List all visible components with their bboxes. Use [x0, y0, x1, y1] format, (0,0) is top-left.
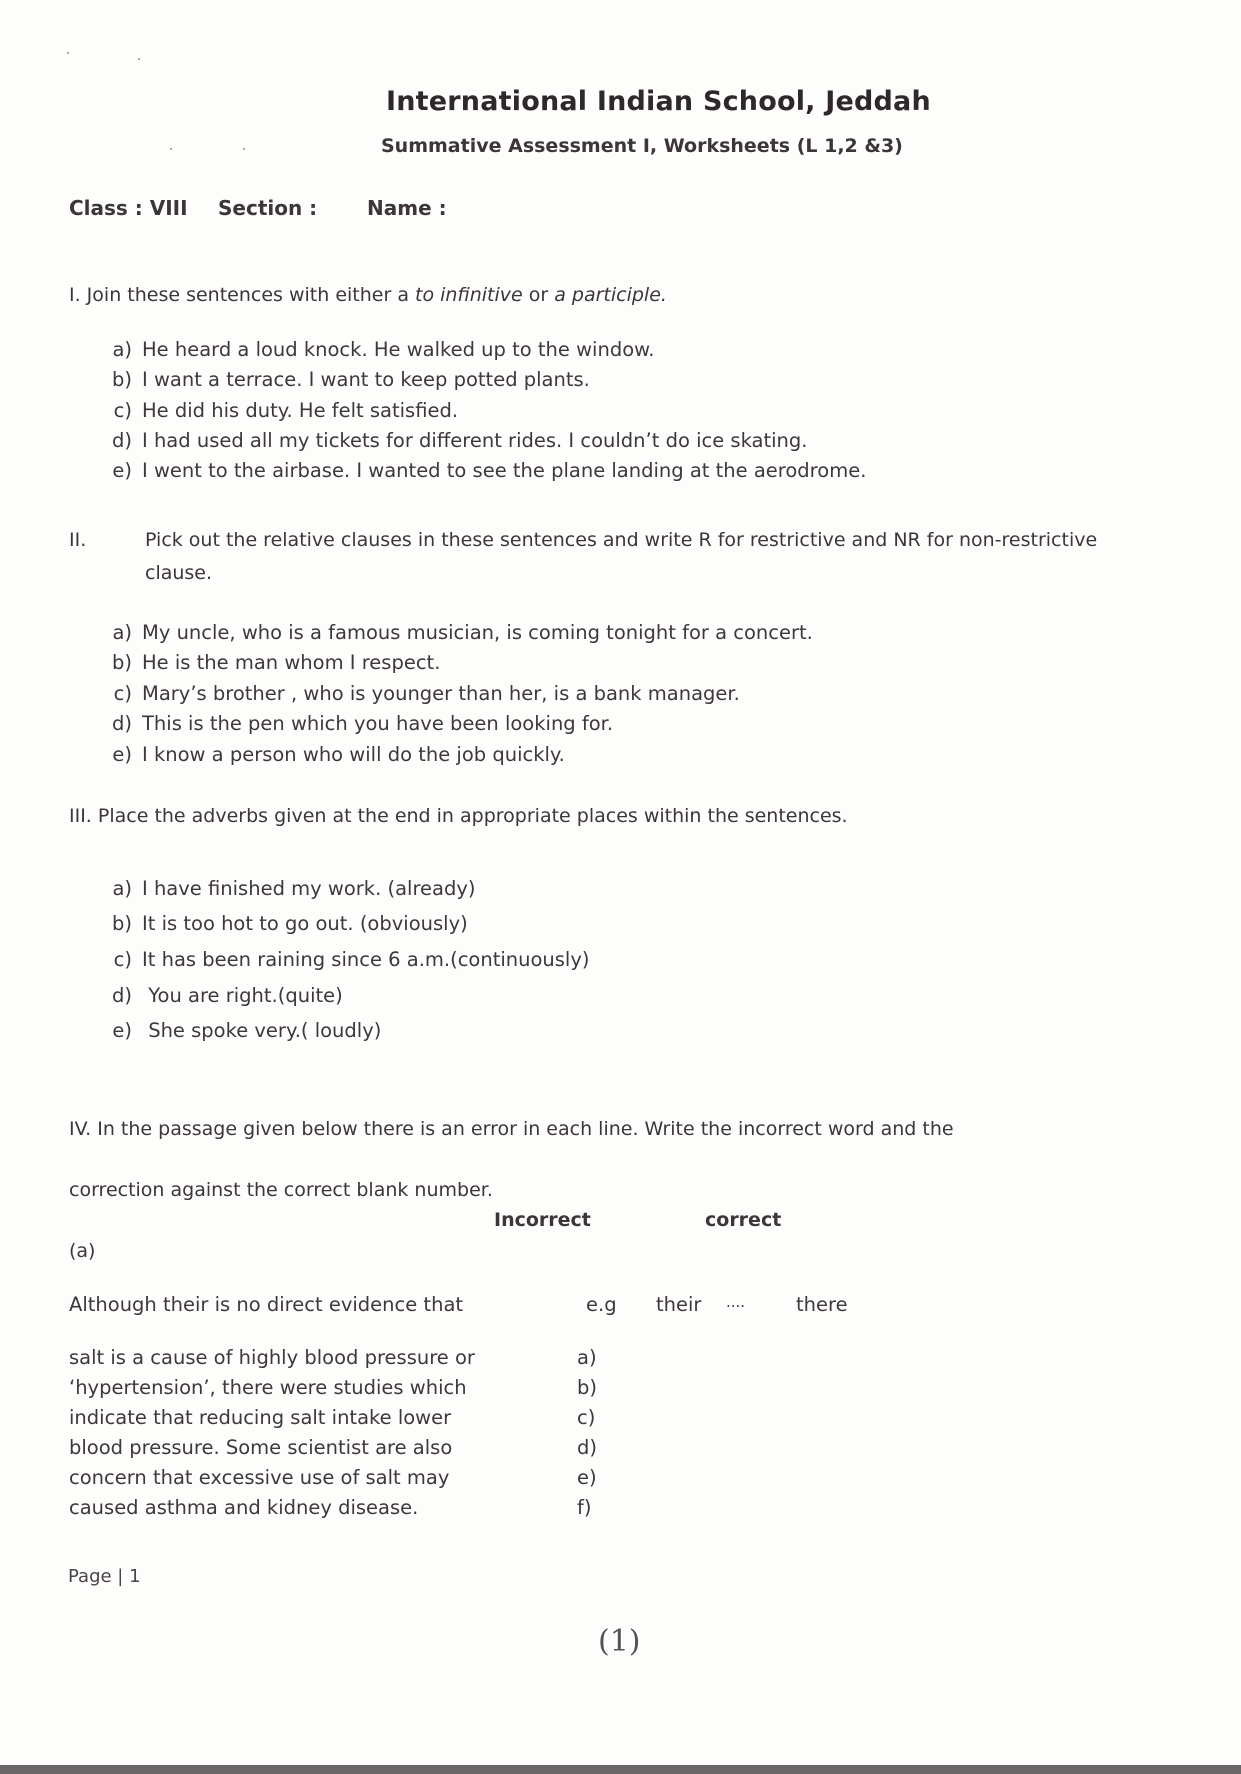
section-label: Section :: [218, 196, 318, 220]
blank-label-e: e): [577, 1466, 597, 1489]
question-2-number: II.: [69, 529, 87, 551]
q2-item-d: d) This is the pen which you have been looking for.: [112, 712, 614, 735]
q1-item-b: b) I want a terrace. I want to keep potted plants.: [112, 368, 590, 391]
passage-line-c: indicate that reducing salt intake lower: [69, 1406, 452, 1429]
q1-item-d: d) I had used all my tickets for different rides. I couldn’t do ice skating.: [112, 429, 808, 452]
q3-item-e: e) She spoke very.( loudly): [112, 1019, 382, 1042]
q1-to-infinitive: to infinitive: [415, 284, 523, 306]
q1-item-c: c) He did his duty. He felt satisfied.: [113, 399, 459, 422]
q2-item-a: a) My uncle, who is a famous musician, is coming tonight for a concert.: [112, 621, 813, 644]
passage-line-a: salt is a cause of highly blood pressure or: [69, 1346, 475, 1369]
blank-label-c: c): [577, 1406, 596, 1429]
q1-participle: a participle.: [554, 284, 667, 306]
q1-item-e: e) I went to the airbase. I wanted to see the plane landing at the aerodrome.: [112, 459, 867, 482]
scan-speck: [67, 52, 69, 54]
scan-speck: [170, 148, 172, 150]
class-label: Class : VIII: [69, 196, 188, 220]
question-4-instruction-line2: correction against the correct blank number.: [69, 1179, 493, 1201]
example-sentence: Although their is no direct evidence that: [69, 1293, 464, 1316]
q1-item-a: a) He heard a loud knock. He walked up to the window.: [112, 338, 655, 361]
q1-or: or: [522, 284, 555, 306]
q3-item-b: b) It is too hot to go out. (obviously): [112, 912, 468, 935]
q2-item-e: e) I know a person who will do the job quickly.: [112, 743, 565, 766]
passage-line-b: ‘hypertension’, there were studies which: [69, 1376, 467, 1399]
passage-line-d: blood pressure. Some scientist are also: [69, 1436, 453, 1459]
handwritten-page-mark: (1): [598, 1624, 641, 1659]
name-label: Name :: [367, 196, 447, 220]
q3-item-a: a) I have finished my work. (already): [112, 877, 476, 900]
blank-label-a: a): [577, 1346, 597, 1369]
blank-label-f: f): [577, 1496, 592, 1519]
example-dots: ....: [726, 1293, 746, 1311]
passage-line-e: concern that excessive use of salt may: [69, 1466, 450, 1489]
scan-speck: [243, 148, 245, 150]
example-correct-word: there: [796, 1293, 848, 1316]
answer-blank-labels: [577, 1343, 597, 1523]
scan-bottom-edge: [0, 1765, 1241, 1774]
passage-line-f: caused asthma and kidney disease.: [69, 1496, 419, 1519]
worksheet-subtitle: Summative Assessment I, Worksheets (L 1,2 &3): [381, 135, 903, 157]
q2-item-b: b) He is the man whom I respect.: [112, 651, 441, 674]
q3-item-c: c) It has been raining since 6 a.m.(continuously): [113, 948, 590, 971]
blank-label-b: b): [577, 1376, 597, 1399]
question-2-instruction-line2: clause.: [145, 562, 213, 584]
question-4-instruction-line1: IV. In the passage given below there is an error in each line. Write the incorrect word and the: [69, 1118, 954, 1140]
column-correct-header: correct: [705, 1209, 782, 1231]
question-1-instruction: [69, 284, 667, 306]
question-3-instruction: III. Place the adverbs given at the end in appropriate places within the sentences.: [69, 805, 848, 827]
example-incorrect-word: their: [656, 1293, 702, 1316]
q2-item-c: c) Mary’s brother , who is younger than her, is a bank manager.: [113, 682, 740, 705]
column-incorrect-header: Incorrect: [494, 1209, 591, 1231]
example-label: e.g: [586, 1293, 617, 1316]
page-number: Page | 1: [68, 1566, 141, 1587]
q3-item-d: d) You are right.(quite): [112, 984, 343, 1007]
question-2-instruction-line1: Pick out the relative clauses in these sentences and write R for restrictive and NR for non-restrictive: [145, 529, 1098, 551]
school-title: International Indian School, Jeddah: [386, 86, 931, 117]
q1-prefix: I. Join these sentences with either a: [69, 284, 415, 306]
passage-lines: [69, 1343, 475, 1523]
blank-label-d: d): [577, 1436, 597, 1459]
scan-speck: [138, 58, 140, 60]
part-label: (a): [69, 1240, 96, 1262]
